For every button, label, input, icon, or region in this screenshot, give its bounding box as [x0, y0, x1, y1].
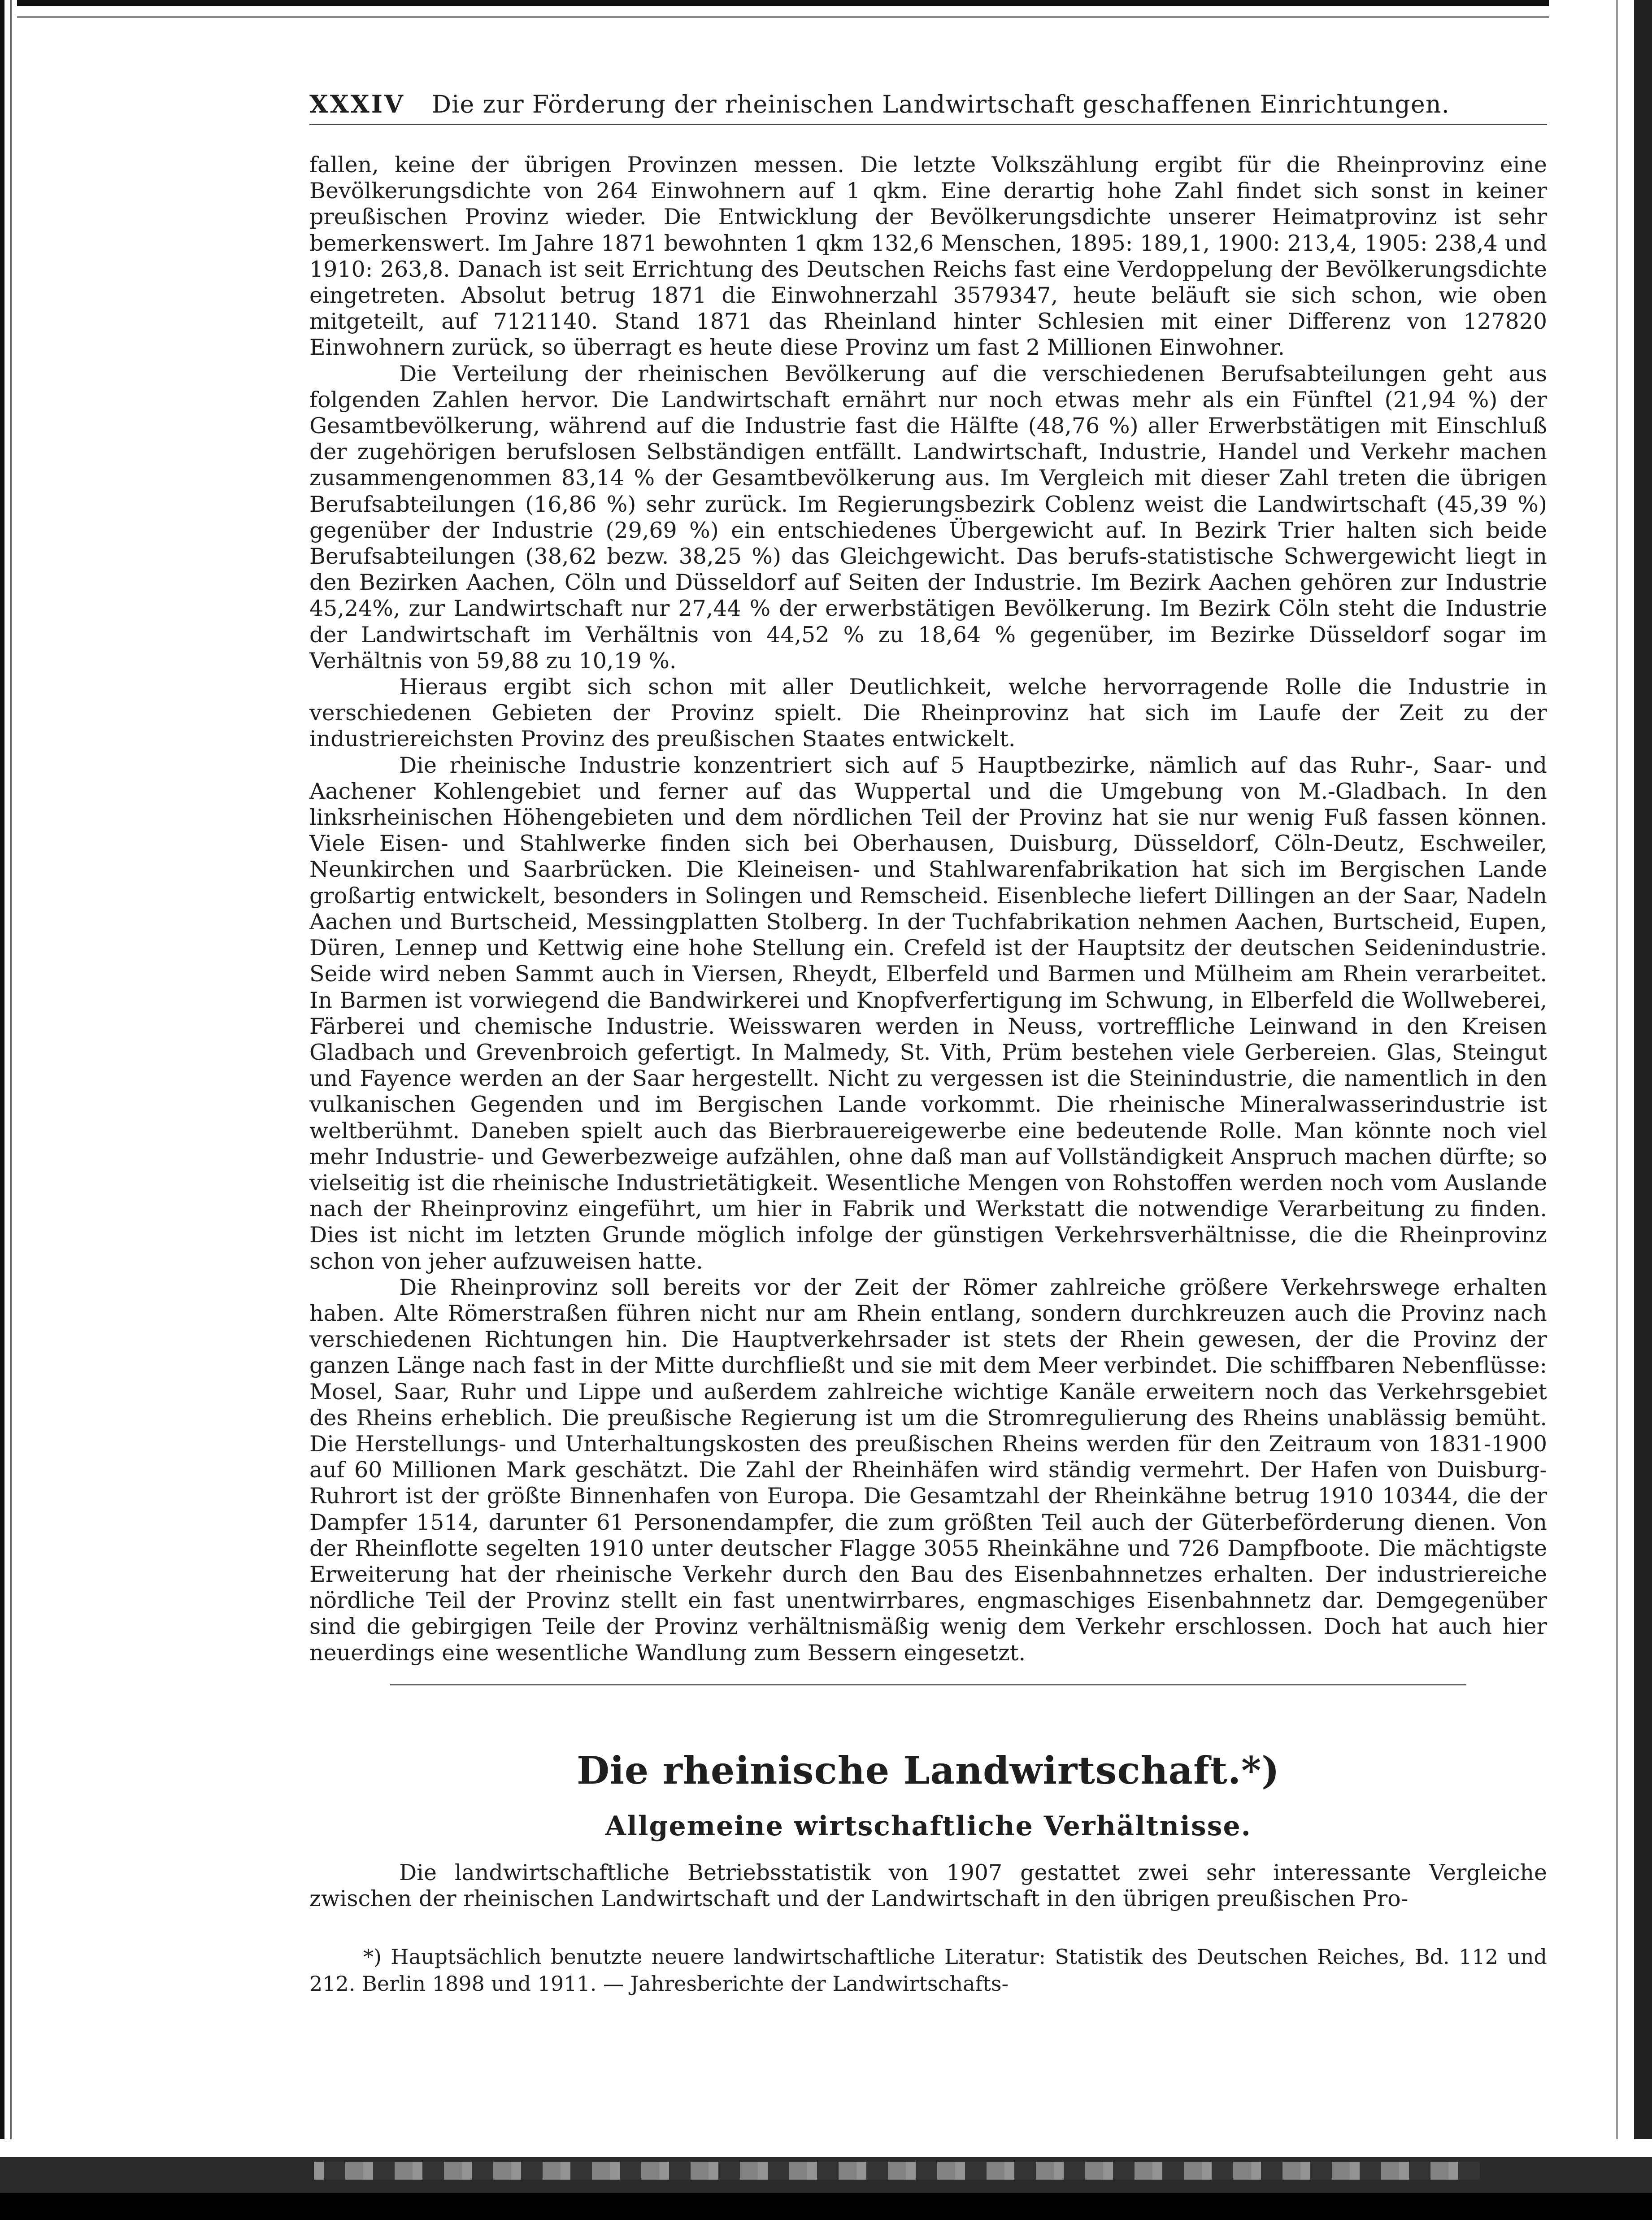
running-header — [309, 90, 1547, 125]
document-page — [309, 90, 1547, 2018]
page-number: XXXIV — [309, 90, 405, 118]
section-divider — [390, 1684, 1466, 1685]
paragraph-4: Die rheinische Industrie konzentriert sich auf 5 Hauptbezirke, nämlich auf das Ruhr-, Saar- und Aachener Kohlengebiet und ferner auf das Wuppertal und die Umgebung von M.-Gladbach. In den linksrheinischen Höhengebieten und dem nördlichen Teil der Provinz hat sie nur wenig Fuß fassen können. Viele Eisen- und Stahlwerke finden sich bei Oberhausen, Duisburg, Düsseldorf, Cöln-Deutz, Eschweiler, Neunkirchen und Saarbrücken. Die Kleineisen- und Stahlwarenfabrikation hat sich im Bergischen Lande großartig entwickelt, besonders in Solingen und Remscheid. Eisenbleche liefert Dillingen an der Saar, Nadeln Aachen und Burtscheid, Messingplatten Stolberg. In der Tuchfabrikation nehmen Aachen, Burtscheid, Eupen, Düren, Lennep und Kettwig eine hohe Stellung ein. Crefeld ist der Hauptsitz der deutschen Seidenindustrie. Seide wird neben Sammt auch in Viersen, Rheydt, Elberfeld und Barmen und Mülheim am Rhein verarbeitet. In Barmen ist vorwiegend die Bandwirkerei und Knopfverfertigung im Schwung, in Elberfeld die Wollweberei, Färberei und chemische Industrie. Weisswaren werden in Neuss, vortreffliche Leinwand in den Kreisen Gladbach und Grevenbroich gefertigt. In Malmedy, St. Vith, Prüm bestehen viele Gerbereien. Glas, Steingut und Fayence werden an der Saar hergestellt. Nicht zu vergessen ist die Steinindustrie, die namentlich in den vulkanischen Gegenden und im Bergischen Lande vorkommt. Die rheinische Mineralwasserindustrie ist weltberühmt. Daneben spielt auch das Bierbrauereigewerbe eine bedeutende Rolle. Man könnte noch viel mehr Industrie- und Gewerbezweige aufzählen, ohne daß man auf Vollständigkeit Anspruch machen dürfte; so vielseitig ist die rheinische Industrietätigkeit. Wesentliche Mengen von Rohstoffen werden noch vom Auslande nach der Rheinprovinz eingeführt, um hier in Fabrik und Werkstatt die notwendige Verarbeitung zu finden. Dies ist nicht im letzten Grunde möglich infolge der günstigen Verkehrsverhältnisse, die die Rheinprovinz schon von jeher aufzuweisen hatte. — [309, 752, 1547, 1274]
paragraph-1: fallen, keine der übrigen Provinzen messen. Die letzte Volkszählung ergibt für die Rheinprovinz eine Bevölkerungsdichte von 264 Einwohnern auf 1 qkm. Eine derartig hohe Zahl findet sich sonst in keiner preußischen Provinz wieder. Die Entwicklung der Bevölkerungsdichte unserer Heimatprovinz ist sehr bemerkenswert. Im Jahre 1871 bewohnten 1 qkm 132,6 Menschen, 1895: 189,1, 1900: 213,4, 1905: 238,4 und 1910: 263,8. Danach ist seit Errichtung des Deutschen Reichs fast eine Verdoppelung der Bevölkerungsdichte eingetreten. Absolut betrug 1871 die Einwohnerzahl 3579347, heute beläuft sie sich schon, wie oben mitgeteilt, auf 7121140. Stand 1871 das Rheinland hinter Schlesien mit einer Differenz von 127820 Einwohnern zurück, so überragt es heute diese Provinz um fast 2 Millionen Einwohner. — [309, 152, 1547, 361]
paragraph-5: Die Rheinprovinz soll bereits vor der Zeit der Römer zahlreiche größere Verkehrswege erhalten haben. Alte Römerstraßen führen nicht nur am Rhein entlang, sondern durchkreuzen auch die Provinz nach verschiedenen Richtungen hin. Die Hauptverkehrsader ist stets der Rhein gewesen, der die Provinz der ganzen Länge nach fast in der Mitte durchfließt und sie mit dem Meer verbindet. Die schiffbaren Nebenflüsse: Mosel, Saar, Ruhr und Lippe und außerdem zahlreiche wichtige Kanäle erweitern noch das Verkehrsgebiet des Rheins erheblich. Die preußische Regierung ist um die Stromregulierung des Rheins unablässig bemüht. Die Herstellungs- und Unterhaltungskosten des preußischen Rheins werden für den Zeitraum von 1831-1900 auf 60 Millionen Mark geschätzt. Die Zahl der Rheinhäfen wird ständig vermehrt. Der Hafen von Duisburg-Ruhrort ist der größte Binnenhafen von Europa. Die Gesamtzahl der Rheinkähne betrug 1910 10344, die der Dampfer 1514, darunter 61 Personendampfer, die zum größten Teil auch der Güterbeförderung dienen. Von der Rheinflotte segelten 1910 unter deutscher Flagge 3055 Rheinkähne und 726 Dampfboote. Die mächtigste Erweiterung hat der rheinische Verkehr durch den Bau des Eisenbahnnetzes erhalten. Der industriereiche nördliche Teil der Provinz stellt ein fast unentwirrbares, engmaschiges Eisenbahnnetz dar. Demgegenüber sind die gebirgigen Teile der Provinz verhältnismäßig wenig dem Verkehr erschlossen. Doch hat auch hier neuerdings eine wesentliche Wandlung zum Bessern eingesetzt. — [309, 1274, 1547, 1666]
header-title: Die zur Förderung der rheinischen Landwirtschaft geschaffenen Einrichtungen. — [431, 90, 1450, 118]
paragraph-3: Hieraus ergibt sich schon mit aller Deutlichkeit, welche hervorragende Rolle die Industrie in verschiedenen Gebieten der Provinz spielt. Die Rheinprovinz hat sich im Laufe der Zeit zu der industriereichsten Provinz des preußischen Staates entwickelt. — [309, 674, 1547, 752]
scan-border-left — [0, 0, 17, 2220]
body-text — [309, 152, 1547, 1666]
section-title: Die rheinische Landwirtschaft.*) — [577, 1748, 1280, 1793]
subsection-title: Allgemeine wirtschaftliche Verhältnisse. — [605, 1810, 1252, 1842]
scan-border-bottom — [0, 2139, 1652, 2220]
scan-border-top — [0, 0, 1652, 27]
section-paragraph: Die landwirtschaftliche Betriebsstatistik von 1907 gestattet zwei sehr interessante Vergleiche zwischen der rheinischen Landwirtschaft und der Landwirtschaft in den übrigen preußischen Pro- — [309, 1859, 1547, 1911]
scan-border-right — [1549, 0, 1652, 2220]
footnote: *) Hauptsächlich benutzte neuere landwirtschaftliche Literatur: Statistik des Deutschen Reiches, Bd. 112 und 212. Berlin 1898 und 1911. — Jahresberichte der Landwirtschafts- — [309, 1944, 1547, 1996]
scan-specks — [314, 2162, 1480, 2180]
paragraph-2: Die Verteilung der rheinischen Bevölkerung auf die verschiedenen Berufsabteilungen geht aus folgenden Zahlen hervor. Die Landwirtschaft ernährt nur noch etwas mehr als ein Fünftel (21,94 %) der Gesamtbevölkerung, während auf die Industrie fast die Hälfte (48,76 %) aller Erwerbstätigen mit Einschluß der zugehörigen berufslosen Selbständigen entfällt. Landwirtschaft, Industrie, Handel und Verkehr machen zusammengenommen 83,14 % der Gesamtbevölkerung aus. Im Vergleich mit dieser Zahl treten die übrigen Berufsabteilungen (16,86 %) sehr zurück. Im Regierungsbezirk Coblenz weist die Landwirtschaft (45,39 %) gegenüber der Industrie (29,69 %) ein entschiedenes Übergewicht auf. In Bezirk Trier halten sich beide Berufsabteilungen (38,62 bezw. 38,25 %) das Gleichgewicht. Das berufs-statistische Schwergewicht liegt in den Bezirken Aachen, Cöln und Düsseldorf auf Seiten der Industrie. Im Bezirk Aachen gehören zur Industrie 45,24%, zur Landwirtschaft nur 27,44 % der erwerbstätigen Bevölkerung. Im Bezirk Cöln steht die Industrie der Landwirtschaft im Verhältnis von 44,52 % zu 18,64 % gegenüber, im Bezirke Düsseldorf sogar im Verhältnis von 59,88 zu 10,19 %. — [309, 361, 1547, 674]
